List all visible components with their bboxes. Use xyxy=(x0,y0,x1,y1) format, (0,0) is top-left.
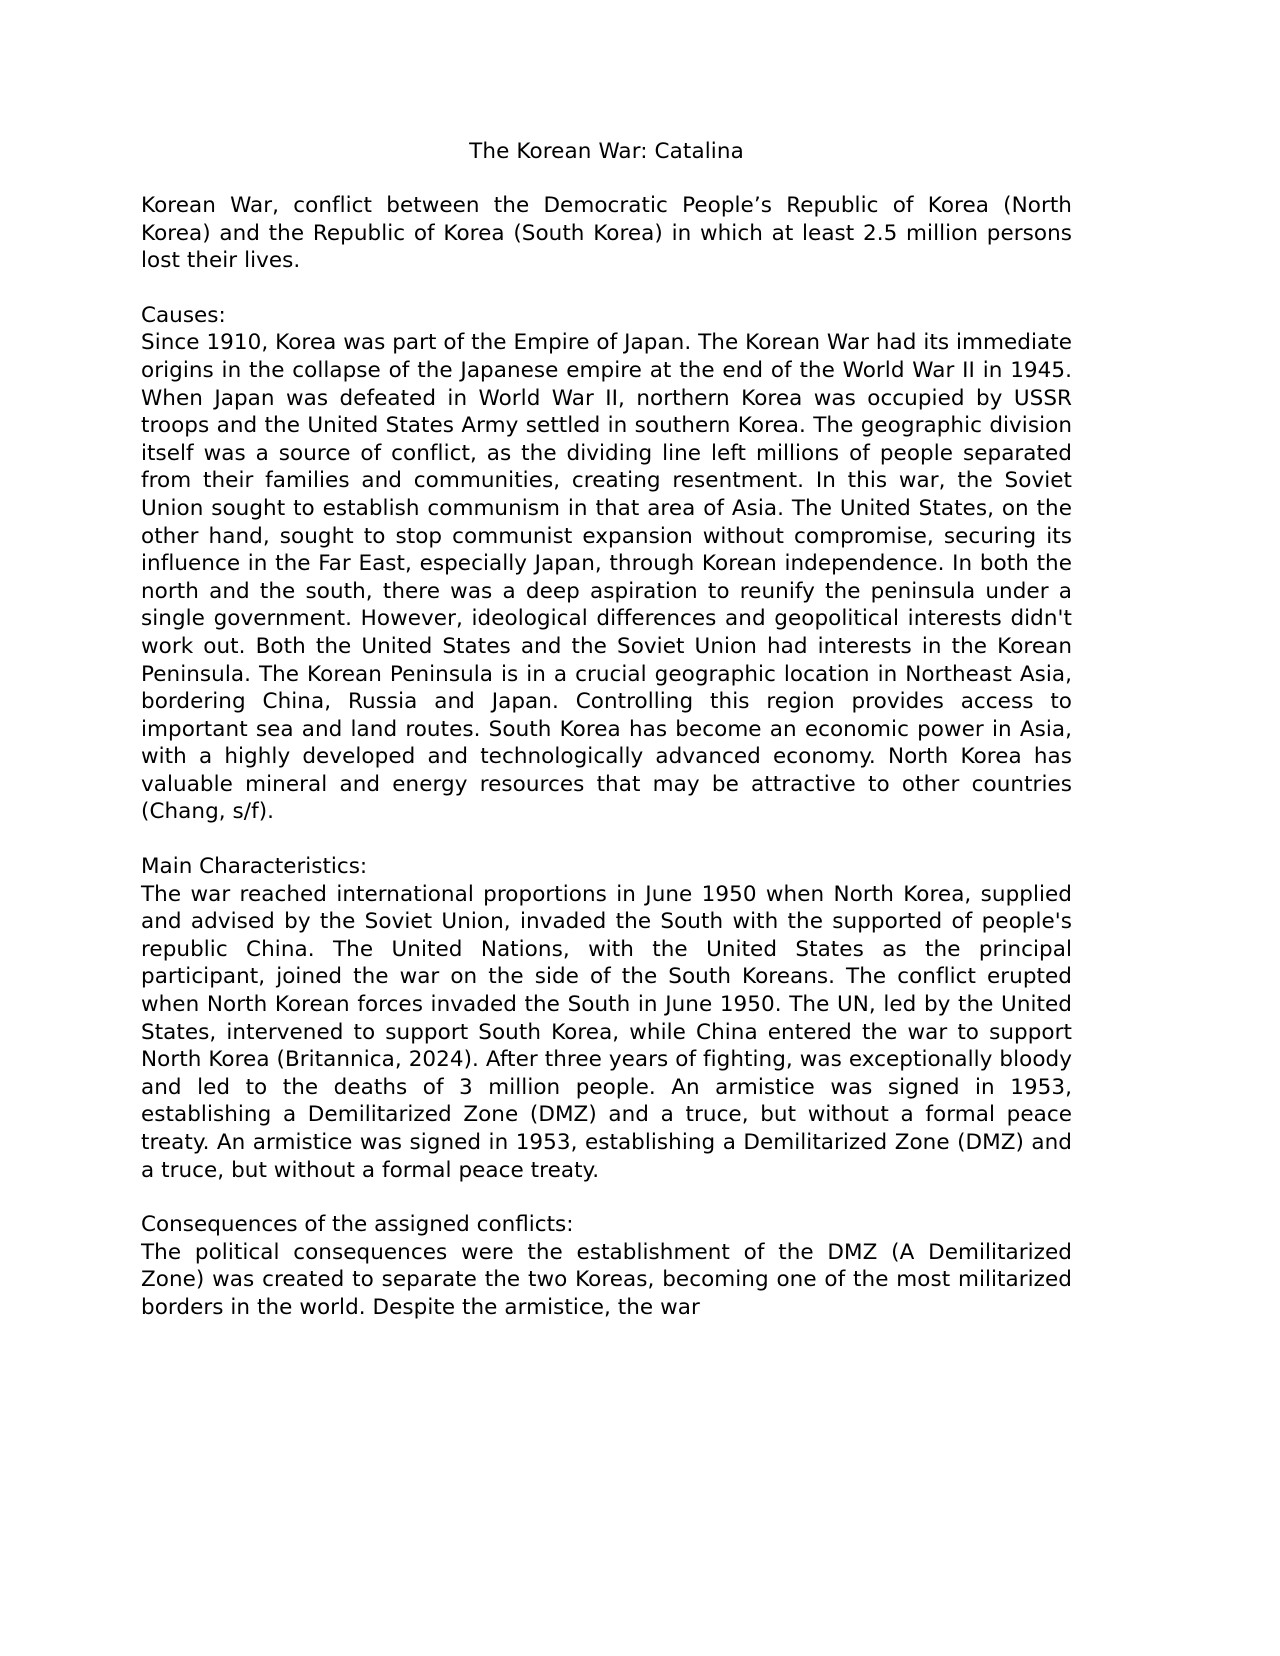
intro-paragraph: Korean War, conflict between the Democratic People’s Republic of Korea (North Korea) and the Republic of Korea (South Korea) in which at least 2.5 million persons lost their lives. xyxy=(141,193,1072,274)
section-body-main-characteristics: The war reached international proportions in June 1950 when North Korea, supplied and advised by the Soviet Union, invaded the South with the supported of people's republic China. The United Nations, with the United States as the principal participant, joined the war on the side of the South Koreans. The conflict erupted when North Korean forces invaded the South in June 1950. The UN, led by the United States, intervened to support South Korea, while China entered the war to support North Korea (Britannica, 2024). After three years of fighting, was exceptionally bloody and led to the deaths of 3 million people. An armistice was signed in 1953, establishing a Demilitarized Zone (DMZ) and a truce, but without a formal peace treaty. An armistice was signed in 1953, establishing a Demilitarized Zone (DMZ) and a truce, but without a formal peace treaty. xyxy=(141,881,1072,1183)
paragraph-spacer-3 xyxy=(141,1184,1072,1211)
section-body-causes: Since 1910, Korea was part of the Empire of Japan. The Korean War had its immediate origins in the collapse of the Japanese empire at the end of the World War II in 1945. When Japan was defeated in World War II, northern Korea was occupied by USSR troops and the United States Army settled in southern Korea. The geographic division itself was a source of conflict, as the dividing line left millions of people separated from their families and communities, creating resentment. In this war, the Soviet Union sought to establish communism in that area of Asia. The United States, on the other hand, sought to stop communist expansion without compromise, securing its influence in the Far East, especially Japan, through Korean independence. In both the north and the south, there was a deep aspiration to reunify the peninsula under a single government. However, ideological differences and geopolitical interests didn't work out. Both the United States and the Soviet Union had interests in the Korean Peninsula. The Korean Peninsula is in a crucial geographic location in Northeast Asia, bordering China, Russia and Japan. Controlling this region provides access to important sea and land routes. South Korea has become an economic power in Asia, with a highly developed and technologically advanced economy. North Korea has valuable mineral and energy resources that may be attractive to other countries (Chang, s/f). xyxy=(141,330,1072,825)
document-text-column xyxy=(141,138,1072,1322)
title-spacer xyxy=(141,166,1072,192)
section-heading-causes: Causes: xyxy=(141,302,226,328)
paragraph-spacer-2 xyxy=(141,826,1072,853)
section-heading-main-characteristics: Main Characteristics: xyxy=(141,854,368,880)
section-body-consequences: The political consequences were the establishment of the DMZ (A Demilitarized Zone) was created to separate the two Koreas, becoming one of the most militarized borders in the world. Despite the armistice, the war xyxy=(141,1239,1072,1320)
page-title: The Korean War: Catalina xyxy=(469,139,744,164)
paragraph-spacer-1 xyxy=(141,275,1072,302)
section-heading-consequences: Consequences of the assigned conflicts: xyxy=(141,1212,574,1238)
